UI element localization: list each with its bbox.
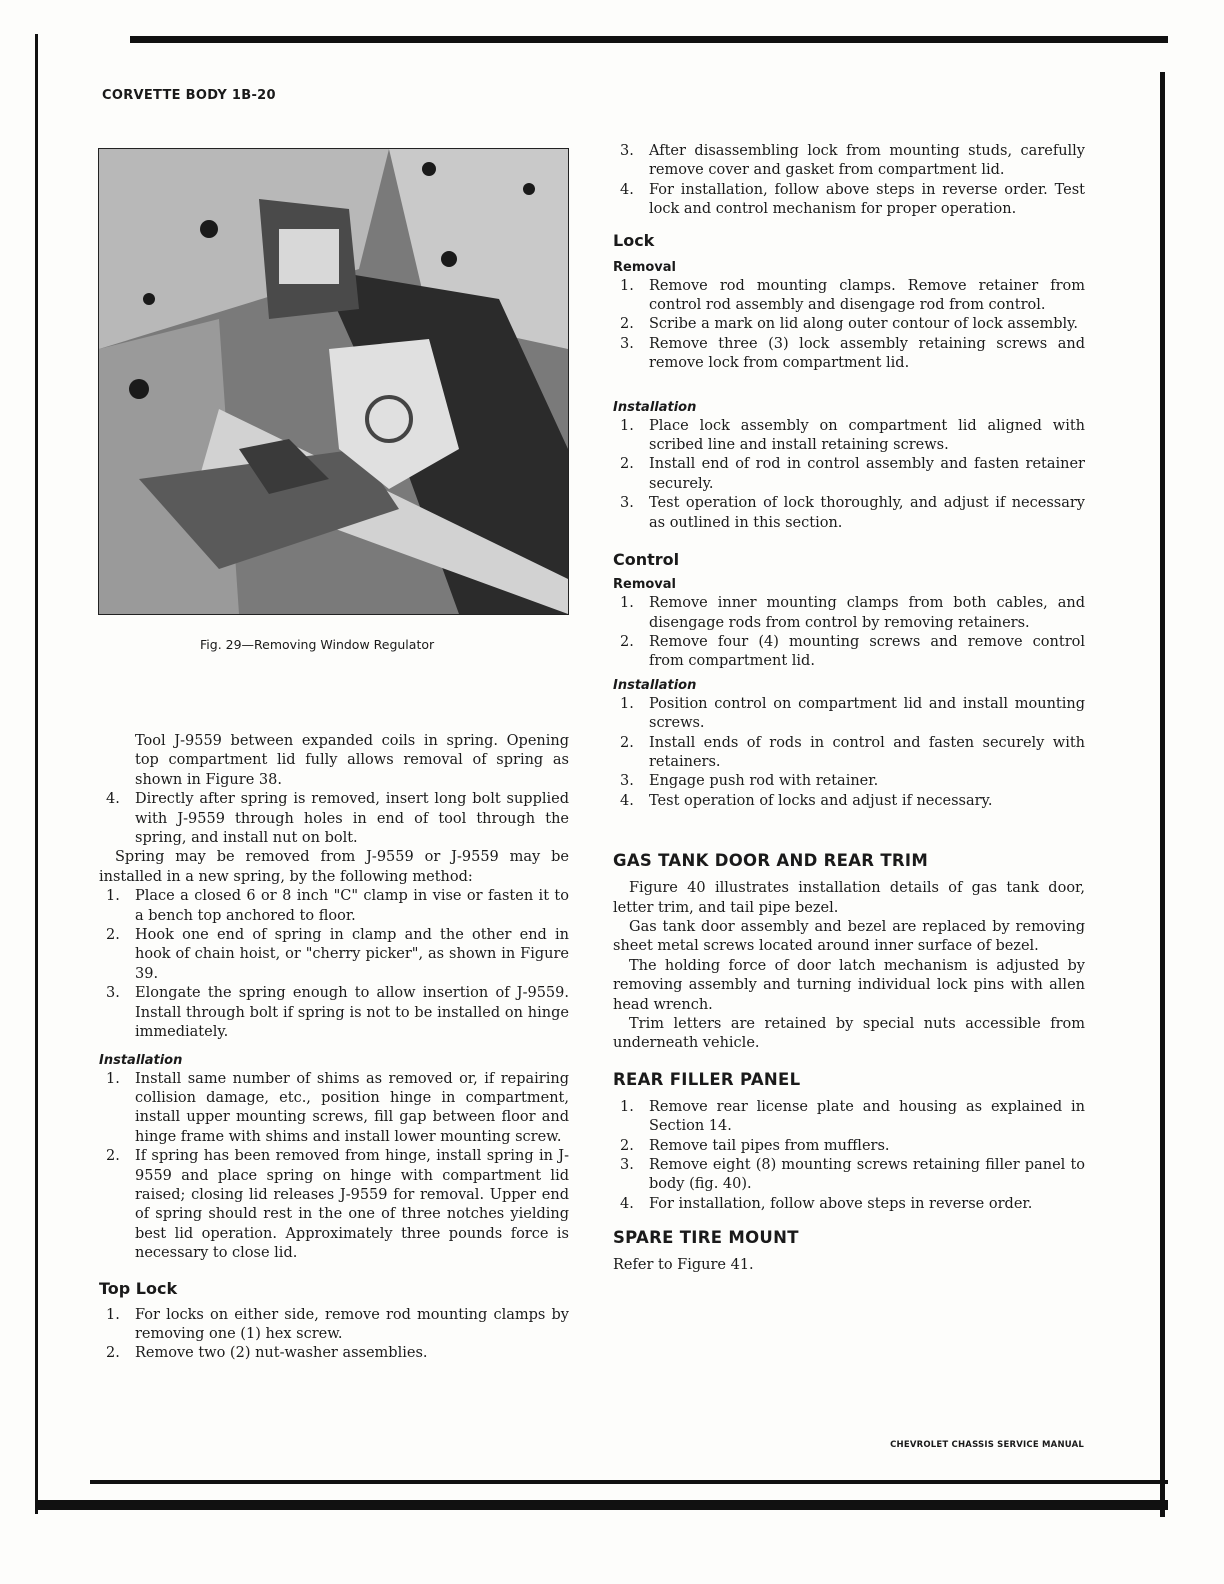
step-number: 1. [620,1098,634,1115]
continued-steps [613,142,1085,220]
step-number: 1. [620,595,634,612]
step-number: 2. [620,456,634,473]
step-number: 1. [620,417,634,434]
top-lock-steps [99,1306,569,1364]
step-text: For installation, follow above steps in reverse order. Test lock and control mechanism for proper operation. [649,181,1085,218]
step-item [613,277,1085,316]
right-margin-rule [1160,72,1165,1517]
page-header: CORVETTE BODY 1B-20 [102,88,276,103]
step-number: 3. [620,335,634,352]
step-text: Install same number of shims as removed or, if repairing collision damage, etc., position hinge in compartment, install upper mounting screws, fill gap between floor and hinge frame with shims and install lower mounting screw. [135,1070,569,1145]
step-number: 3. [620,1157,634,1174]
step-text: Install ends of rods in control and fasten securely with retainers. [649,734,1085,770]
step-item [613,335,1085,374]
gas-paragraph: Figure 40 illustrates installation details of gas tank door, letter trim, and tail pipe bezel. [613,880,1085,916]
right-column [613,142,1085,1276]
step-item [613,1098,1085,1137]
step-text: Test operation of lock thoroughly, and adjust if necessary as outlined in this section. [649,495,1085,531]
step-text: Remove inner mounting clamps from both cables, and disengage rods from control by removing retainers. [649,595,1085,631]
lock-installation-heading: Installation [613,399,697,415]
spare-tire-heading: SPARE TIRE MOUNT [613,1228,799,1248]
control-removal-steps [613,594,1085,672]
step-item [613,792,1085,811]
bottom-rule [90,1480,1168,1484]
steps-list-a [99,790,569,848]
lock-removal-steps [613,277,1085,374]
step-text: Test operation of locks and adjust if necessary. [649,792,993,809]
step-number: 1. [106,1306,120,1323]
step-number: 2. [620,734,634,751]
step-item [99,984,569,1042]
step-text: Remove eight (8) mounting screws retaining filler panel to body (fig. 40). [649,1157,1085,1193]
page-footer: CHEVROLET CHASSIS SERVICE MANUAL [890,1440,1084,1450]
step-number: 3. [106,985,120,1002]
control-removal-heading: Removal [613,577,677,593]
control-installation-steps [613,695,1085,811]
gas-paragraph: The holding force of door latch mechanism is adjusted by removing assembly and turning individual lock pins with allen head wrench. [613,957,1085,1013]
control-heading: Control [613,550,680,570]
left-column [99,732,569,1364]
step-item [613,142,1085,181]
step-number: 3. [620,773,634,790]
step-text: Remove three (3) lock assembly retaining screws and remove lock from compartment lid. [649,335,1085,372]
step-item [613,494,1085,533]
step-number: 4. [620,792,634,809]
rear-filler-heading: REAR FILLER PANEL [613,1069,801,1089]
lock-removal-heading: Removal [613,259,677,275]
step-text: After disassembling lock from mounting studs, carefully remove cover and gasket from compartment lid. [649,143,1085,179]
step-number: 2. [620,633,634,650]
installation-heading: Installation [99,1052,183,1068]
step-item [99,1147,569,1263]
step-text: Place lock assembly on compartment lid aligned with scribed line and install retaining screws. [649,417,1085,454]
step-number: 1. [106,888,120,905]
step-item [613,181,1085,220]
lock-heading: Lock [613,230,655,250]
step-number: 4. [620,1195,634,1212]
step-number: 4. [620,181,634,198]
lock-installation-steps [613,417,1085,533]
step-text: Remove tail pipes from mufflers. [649,1137,890,1154]
step-text: Position control on compartment lid and install mounting screws. [649,695,1085,732]
step-number: 2. [106,1345,120,1362]
continued-paragraph: Tool J-9559 between expanded coils in spring. Opening top compartment lid fully allows removal of spring as shown in Figure 38. [135,733,569,788]
installation-steps [99,1070,569,1264]
step-number: 4. [106,791,120,808]
step-item [99,1344,569,1363]
figure-photo [98,148,569,615]
step-item [613,772,1085,791]
step-item [613,315,1085,334]
step-item [99,926,569,984]
step-text: Remove rear license plate and housing as explained in Section 14. [649,1098,1085,1135]
step-text: If spring has been removed from hinge, install spring in J-9559 and place spring on hinge with compartment lid raised; closing lid releases J-9559 for removal. Upper end of spring should rest in the one of three notches yielding best lid operation. Approximately three pounds force is necessary to close lid. [135,1148,569,1262]
step-text: Remove rod mounting clamps. Remove retainer from control rod assembly and disengage rod from control. [649,277,1085,314]
step-number: 1. [106,1070,120,1087]
step-item [613,1195,1085,1214]
window-regulator-photo [99,149,568,614]
control-installation-heading: Installation [613,677,697,693]
step-text: Hook one end of spring in clamp and the other end in hook of chain hoist, or "cherry picker", as shown in Figure 39. [135,927,569,982]
step-item [613,1137,1085,1156]
step-text: Engage push rod with retainer. [649,773,879,790]
spare-tire-text: Refer to Figure 41. [613,1257,754,1274]
body-paragraph: Spring may be removed from J-9559 or J-9559 may be installed in a new spring, by the following method: [99,849,569,885]
step-number: 1. [620,695,634,712]
gas-paragraph: Trim letters are retained by special nuts accessible from underneath vehicle. [613,1016,1085,1052]
step-text: For installation, follow above steps in reverse order. [649,1195,1033,1212]
step-number: 3. [620,143,634,159]
step-item [99,1306,569,1345]
top-rule [130,36,1168,43]
step-text: Elongate the spring enough to allow insertion of J-9559. Install through bolt if spring is not to be installed on hinge immediately. [135,985,569,1041]
step-number: 2. [106,1148,120,1165]
steps-list-b [99,887,569,1042]
gas-paragraph: Gas tank door assembly and bezel are replaced by removing sheet metal screws located around inner surface of bezel. [613,918,1085,955]
step-item [613,734,1085,773]
step-item [613,455,1085,494]
bottom-heavy-rule [36,1500,1168,1510]
step-number: 2. [620,316,634,333]
step-text: Remove two (2) nut-washer assemblies. [135,1345,428,1362]
step-text: Place a closed 6 or 8 inch "C" clamp in vise or fasten it to a bench top anchored to floor. [135,888,569,924]
step-item [613,417,1085,456]
step-item [613,1156,1085,1195]
figure-caption: Fig. 29—Removing Window Regulator [200,637,435,652]
step-item [613,594,1085,633]
step-text: Directly after spring is removed, insert long bolt supplied with J-9559 through holes in end of tool through the spring, and install nut on bolt. [135,791,569,847]
step-item [613,633,1085,672]
top-lock-heading: Top Lock [99,1278,178,1298]
gas-tank-heading: GAS TANK DOOR AND REAR TRIM [613,851,929,871]
step-item [99,1070,569,1148]
step-item [99,790,569,848]
step-number: 2. [106,927,120,944]
filler-steps [613,1098,1085,1214]
left-margin-rule [35,34,38,1514]
step-text: For locks on either side, remove rod mounting clamps by removing one (1) hex screw. [135,1306,569,1342]
step-number: 1. [620,277,634,294]
step-number: 3. [620,495,634,512]
step-text: Install end of rod in control assembly and fasten retainer securely. [649,456,1085,492]
step-item [99,887,569,926]
step-text: Scribe a mark on lid along outer contour of lock assembly. [649,316,1079,333]
step-item [613,695,1085,734]
step-number: 2. [620,1137,634,1154]
step-text: Remove four (4) mounting screws and remove control from compartment lid. [649,633,1085,670]
